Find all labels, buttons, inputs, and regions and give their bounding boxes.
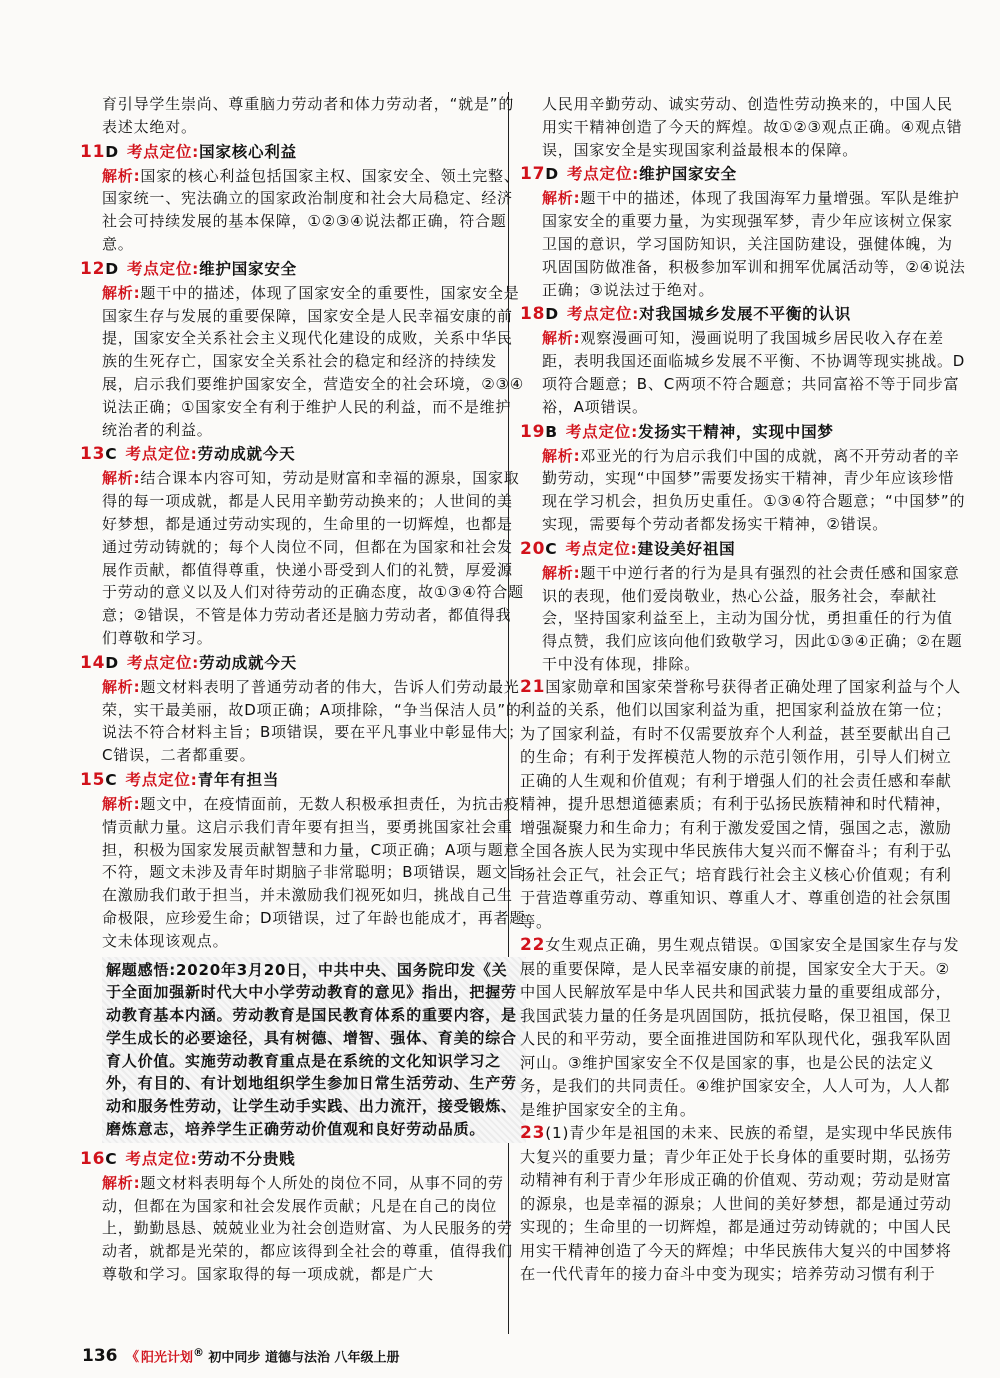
question-13: 13C 考点定位:劳动成就今天 解析:结合课本内容可知，劳动是财富和幸福的源泉，国家取得的每一项成就，都是人民用辛勤劳动换来的；人世间的美好梦想，都是通过劳动实现的，生命里的一切辉煌，也都是通过劳动铸就的；每个人岗位不同，但都在为国家和社会发展作贡献，都值得尊重，快递小哥受到人们的礼赞，厚爱源于劳动的意义以及人们对待劳动的正确态度，故①③④符合题意；②错误，不管是体力劳动者还是脑力劳动者，都值得我们尊敬和学习。	[80, 444, 524, 647]
question-19: 19B 考点定位:发扬实干精神，实现中国梦 解析:邓亚光的行为启示我们中国的成就，离不开劳动者的辛勤劳动，实现“中国梦”需要发扬实干精神，青少年应该珍惜现在学习机会，担负历史重任。①③④符合题意；“中国梦”的实现，需要每个劳动者都发扬实干精神，②错误。	[520, 421, 966, 533]
q10-tail: 育引导学生崇尚、尊重脑力劳动者和体力劳动者，“就是”的表述太绝对。	[102, 95, 515, 136]
q16-tail: 人民用辛勤劳动、诚实劳动、创造性劳动换来的，中国人民用实干精神创造了今天的辉煌。故①②③观点正确。④观点错误，国家安全是实现国家利益最根本的保障。	[542, 95, 963, 159]
page-number: 136	[82, 1346, 118, 1367]
question-15: 15C 考点定位:青年有担当 解析:题文中，在疫情面前，无数人积极承担责任，为抗击疫情贡献力量。这启示我们青年要有担当，要勇挑国家社会重担，积极为国家发展贡献智慧和力量，C项正确；A项与题意不符，题文未涉及青年时期脑子非常聪明；B项错误，题文旨在激励我们敢于担当，并未激励我们视死如归，挑战自己生命极限，应珍爱生命；D项错误，过了年龄也能成才，再者题文未体现该观点。	[80, 769, 526, 950]
question-23: 23(1)青少年是祖国的未来、民族的希望，是实现中华民族伟大复兴的重要力量；青少年正处于长身体的重要时期，弘扬劳动精神有利于青少年形成正确的价值观、劳动观；劳动是财富的源泉，也是幸福的源泉；人世间的美好梦想，都是通过劳动实现的；生命里的一切辉煌，都是通过劳动铸就的；中国人民用实干精神创造了今天的辉煌；中华民族伟大复兴的中国梦将在一代代青年的接力奋斗中变为现实；培养劳动习惯有利于	[520, 1123, 953, 1284]
question-22: 22女生观点正确，男生观点错误。①国家安全是国家生存与发展的重要保障，是人民幸福安康的前提，国家安全大于天。②中国人民解放军是中华人民共和国武装力量的重要组成部分，我国武装力量的任务是巩固国防，抵抗侵略，保卫祖国，保卫人民的和平劳动，要全面推进国防和军队现代化，强我军队固河山。③维护国家安全不仅是国家的事，也是公民的法定义务，是我们的共同责任。④维护国家安全，人人可为，人人都是维护国家安全的主角。	[520, 935, 960, 1119]
series-title: 初中同步 道德与法治 八年级上册	[208, 1350, 400, 1366]
question-14: 14D 考点定位:劳动成就今天 解析:题文材料表明了普通劳动者的伟大，告诉人们劳动最光荣，实干最美丽，故D项正确；A项排除，“争当保洁人员”的说法不符合材料主旨；B项错误，要在平凡事业中彰显伟大；C错误，二者都重要。	[80, 652, 524, 765]
right-column	[520, 93, 966, 1287]
left-column	[80, 93, 526, 1286]
question-20: 20C 考点定位:建设美好祖国 解析:题干中逆行者的行为是具有强烈的社会责任感和国家意识的表现，他们爱岗敬业，热心公益，服务社会，奉献社会，坚持国家利益至上，主动为国分忧，勇担重任的行为值得点赞，我们应该向他们致敬学习，因此①③④正确；②在题干中没有体现，排除。	[520, 538, 963, 673]
brand-name: 阳光计划	[141, 1350, 194, 1366]
double-chevron-icon: 《	[126, 1350, 140, 1366]
question-16: 16C 考点定位:劳动不分贵贱 解析:题文材料表明每个人所处的岗位不同，从事不同的劳动，但都在为国家和社会发展作贡献；凡是在自己的岗位上，勤勤恳恳、兢兢业业为社会创造财富、为人民服务的劳动者，就都是光荣的，都应该得到全社会的尊重，值得我们尊敬和学习。国家取得的每一项成就，都是广大	[80, 1148, 513, 1284]
question-12: 12D 考点定位:维护国家安全 解析:题干中的描述，体现了国家安全的重要性，国家安全是国家生存与发展的重要保障，国家安全是人民幸福安康的前提，国家安全关系社会主义现代化建设的成败，关系中华民族的生死存亡，国家安全关系社会的稳定和经济的持续发展，启示我们要维护国家安全，营造安全的社会环境，②③④说法正确；①国家安全有利于维护人民的利益，而不是维护统治者的利益。	[80, 258, 524, 439]
question-18: 18D 考点定位:对我国城乡发展不平衡的认识 解析:观察漫画可知，漫画说明了我国城乡居民收入存在差距，表明我国还面临城乡发展不平衡、不协调等现实挑战。D项符合题意；B、C两项不符合题意；共同富裕不等于同步富裕，A项错误。	[520, 304, 966, 416]
insight-box: 解题感悟:2020年3月20日，中共中央、国务院印发《关于全面加强新时代大中小学劳动教育的意见》指出，把握劳动教育基本内涵。劳动教育是国民教育体系的重要内容，是学生成长的必要途径，具有树德、增智、强体、育美的综合育人价值。实施劳动教育重点是在系统的文化知识学习之外，有目的、有计划地组织学生参加日常生活劳动、生产劳动和服务性劳动，让学生动手实践、出力流汗，接受锻炼、磨炼意志，培养学生正确劳动价值观和良好劳动品质。	[102, 957, 526, 1143]
question-21: 21国家勋章和国家荣誉称号获得者正确处理了国家利益与个人利益的关系，他们以国家利益为重，把国家利益放在第一位；为了国家利益，有时不仅需要放弃个人利益，甚至要献出自己的生命；有利于发挥模范人物的示范引领作用，引导人们树立正确的人生观和价值观；有利于增强人们的社会责任感和奉献精神，提升思想道德素质；有利于弘扬民族精神和时代精神，增强凝聚力和生命力；有利于激发爱国之情，强国之志，激励全国各族人民为实现中华民族伟大复兴而不懈奋斗；有利于弘扬社会正气，社会正气；培育践行社会主义核心价值观；有利于营造尊重劳动、尊重知识、尊重人才、尊重创造的社会氛围等。	[520, 676, 961, 931]
question-17: 17D 考点定位:维护国家安全 解析:题干中的描述，体现了我国海军力量增强。军队是维护国家安全的重要力量，为实现强军梦，青少年应该树立保家卫国的意识，学习国防知识，关注国防建设，强健体魄，为巩固国防做准备，积极参加军训和拥军优属活动等，②④说法正确；③说法过于绝对。	[520, 164, 966, 299]
page-footer	[82, 1346, 399, 1366]
registered-mark: ®	[193, 1346, 204, 1359]
question-11: 11D 考点定位:国家核心利益 解析:国家的核心利益包括国家主权、国家安全、领土完整、国家统一、宪法确立的国家政治制度和社会大局稳定、经济社会可持续发展的基本保障，①②③④说法都正确，符合题意。	[80, 141, 520, 253]
